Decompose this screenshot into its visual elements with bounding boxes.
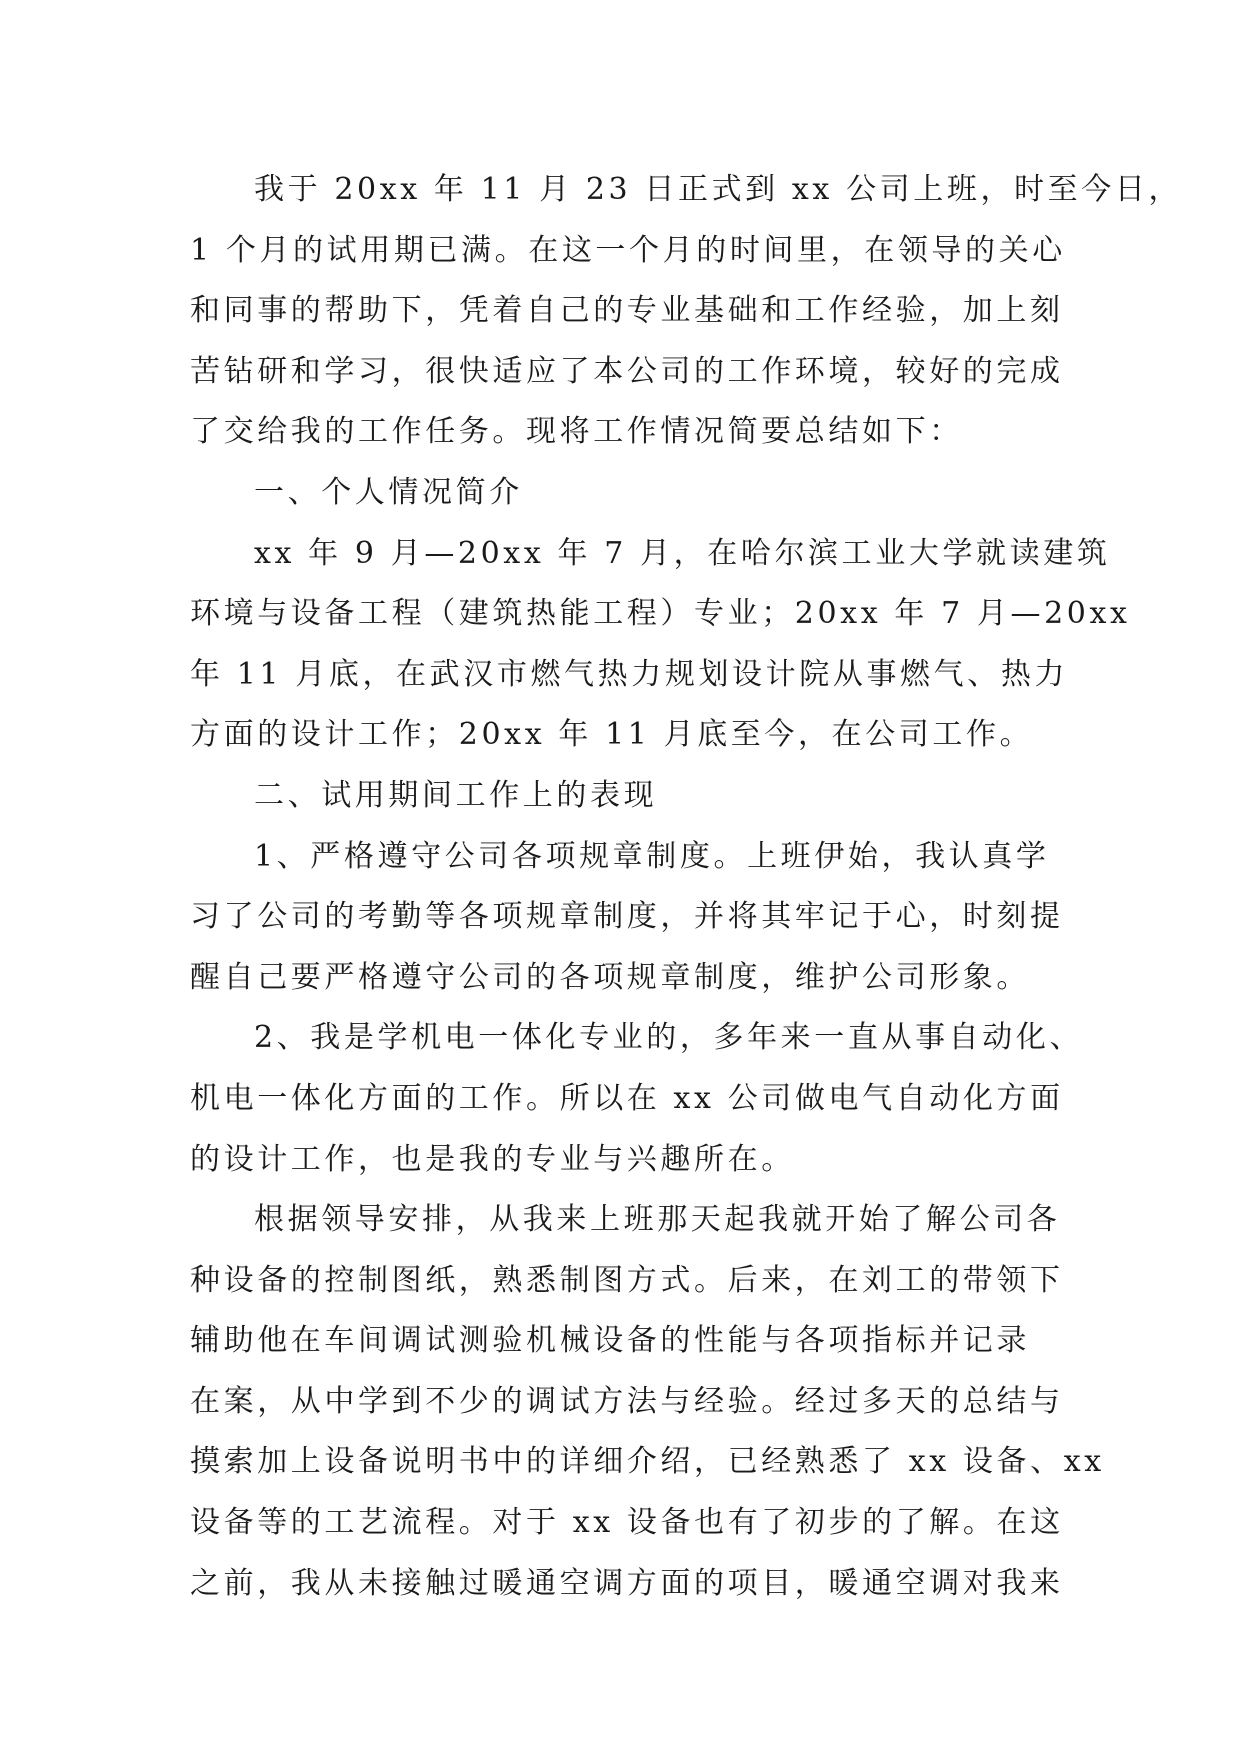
paragraph-line: xx 年 9 月—20xx 年 7 月，在哈尔滨工业大学就读建筑 xyxy=(254,535,1111,571)
section-heading: 二、试用期间工作上的表现 xyxy=(254,777,658,813)
paragraph-line: 了交给我的工作任务。现将工作情况简要总结如下： xyxy=(190,414,963,450)
paragraph-line: 的设计工作，也是我的专业与兴趣所在。 xyxy=(190,1141,795,1177)
paragraph-line: 种设备的控制图纸，熟悉制图方式。后来，在刘工的带领下 xyxy=(190,1262,1064,1298)
paragraph-line: 和同事的帮助下，凭着自己的专业基础和工作经验，加上刻 xyxy=(190,293,1064,329)
paragraph-line: 摸索加上设备说明书中的详细介绍，已经熟悉了 xx 设备、xx xyxy=(190,1444,1105,1480)
paragraph-line: 醒自己要严格遵守公司的各项规章制度，维护公司形象。 xyxy=(190,959,1030,995)
paragraph-line: 环境与设备工程（建筑热能工程）专业；20xx 年 7 月—20xx xyxy=(190,596,1131,632)
paragraph-line: 年 11 月底，在武汉市燃气热力规划设计院从事燃气、热力 xyxy=(190,656,1069,692)
paragraph-line: 习了公司的考勤等各项规章制度，并将其牢记于心，时刻提 xyxy=(190,899,1064,935)
paragraph-line: 在案，从中学到不少的调试方法与经验。经过多天的总结与 xyxy=(190,1383,1064,1419)
paragraph-line: 机电一体化方面的工作。所以在 xx 公司做电气自动化方面 xyxy=(190,1080,1064,1116)
paragraph-line: 方面的设计工作；20xx 年 11 月底至今，在公司工作。 xyxy=(190,717,1034,753)
paragraph-line: 2、我是学机电一体化专业的，多年来一直从事自动化、 xyxy=(254,1020,1084,1056)
paragraph-line: 根据领导安排，从我来上班那天起我就开始了解公司各 xyxy=(254,1202,1061,1238)
paragraph-line: 辅助他在车间调试测验机械设备的性能与各项指标并记录 xyxy=(190,1323,1030,1359)
paragraph-line: 苦钻研和学习，很快适应了本公司的工作环境，较好的完成 xyxy=(190,353,1064,389)
section-heading: 一、个人情况简介 xyxy=(254,474,523,510)
paragraph-line: 之前，我从未接触过暖通空调方面的项目，暖通空调对我来 xyxy=(190,1565,1064,1601)
paragraph-line: 1、严格遵守公司各项规章制度。上班伊始，我认真学 xyxy=(254,838,1050,874)
paragraph-line: 我于 20xx 年 11 月 23 日正式到 xx 公司上班，时至今日， xyxy=(254,172,1183,207)
paragraph-line: 设备等的工艺流程。对于 xx 设备也有了初步的了解。在这 xyxy=(190,1505,1064,1541)
document-body xyxy=(190,160,1183,1614)
paragraph-line: 1 个月的试用期已满。在这一个月的时间里，在领导的关心 xyxy=(190,232,1066,268)
